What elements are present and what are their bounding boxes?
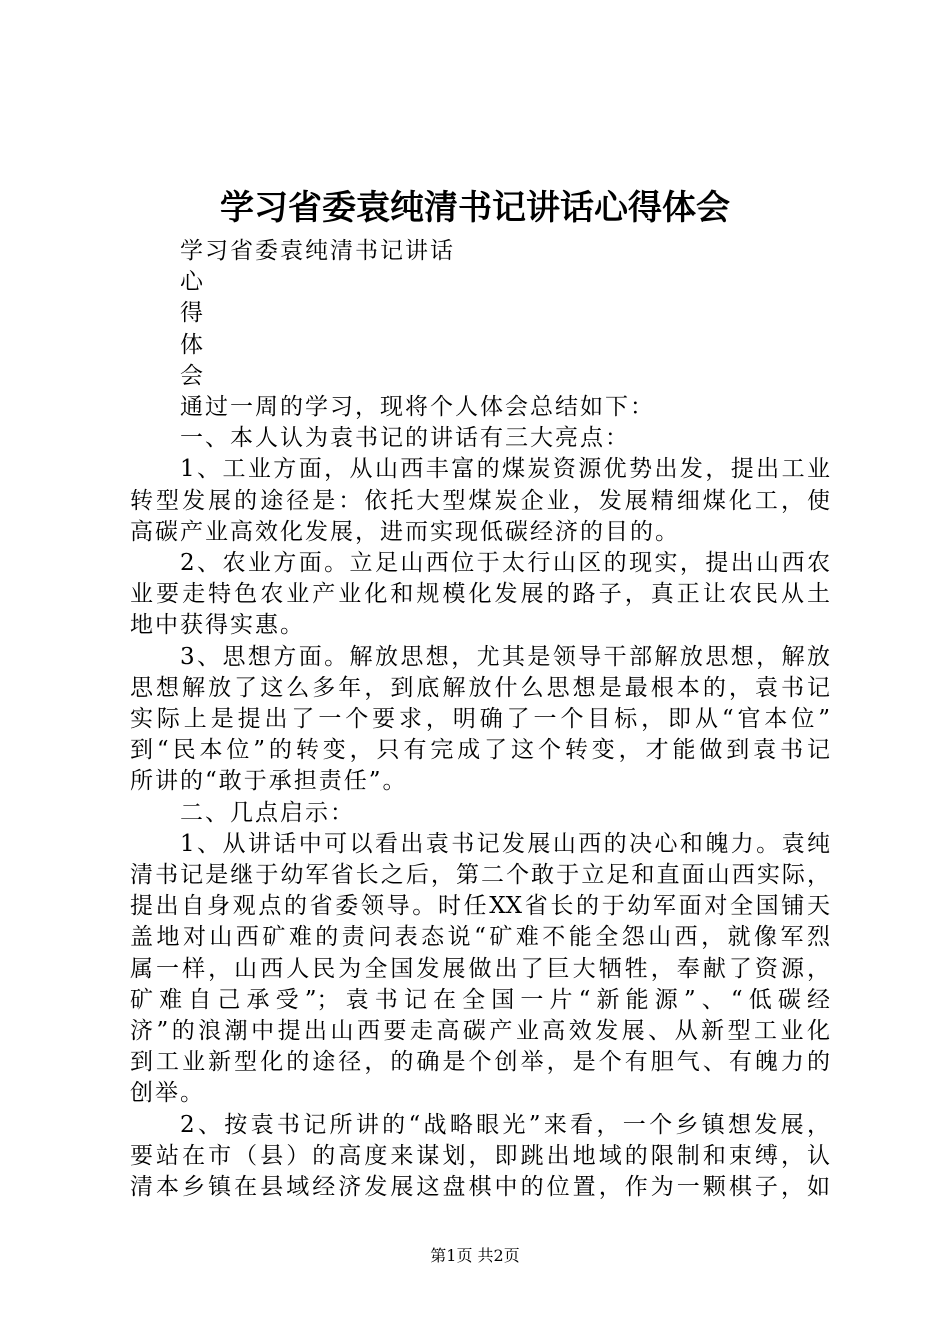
text-line: 地中获得实惠。 [130,612,305,639]
text-line: 1、工业方面，从山西丰富的煤炭资源优势出发，提出工业 [180,456,830,483]
text-line: 到工业新型化的途径，的确是个创举，是个有胆气、有魄力的 [130,1049,830,1076]
text-line: 1、从讲话中可以看出袁书记发展山西的决心和魄力。袁纯 [180,830,830,857]
text-line: 高碳产业高效化发展，进而实现低碳经济的目的。 [130,518,680,545]
text-line: 一、本人认为袁书记的讲话有三大亮点： [180,425,630,452]
text-line: 转型发展的途径是：依托大型煤炭企业，发展精细煤化工，使 [130,487,830,514]
text-line: 清本乡镇在县域经济发展这盘棋中的位置，作为一颗棋子，如 [130,1174,830,1201]
text-line: 业要走特色农业产业化和规模化发展的路子，真正让农民从土 [130,581,830,608]
text-line: 要站在市（县）的高度来谋划，即跳出地域的限制和束缚，认 [130,1142,830,1169]
text-line: 通过一周的学习，现将个人体会总结如下： [180,394,655,421]
text-line: 矿难自己承受”；袁书记在全国一片“新能源”、“低碳经 [130,986,830,1013]
text-line: 盖地对山西矿难的责问表态说“矿难不能全怨山西，就像军烈 [130,924,830,951]
text-line: 清书记是继于幼军省长之后，第二个敢于立足和直面山西实际， [130,862,830,889]
document-title: 学习省委袁纯清书记讲话心得体会 [220,188,730,228]
text-line: 2、按袁书记所讲的“战略眼光”来看，一个乡镇想发展， [180,1111,830,1138]
text-line: 创举。 [130,1080,205,1107]
text-line: 到“民本位”的转变，只有完成了这个转变，才能做到袁书记 [130,737,830,764]
text-line: 心 [180,269,205,296]
text-line: 体 [180,331,205,358]
document-body [130,236,830,1203]
text-line: 会 [180,362,205,389]
text-line: 二、几点启示： [180,799,355,826]
text-line: 得 [180,300,205,327]
text-line: 2、农业方面。立足山西位于太行山区的现实，提出山西农 [180,550,830,577]
text-line: 济”的浪潮中提出山西要走高碳产业高效发展、从新型工业化 [130,1018,830,1045]
text-line: 3、思想方面。解放思想，尤其是领导干部解放思想，解放 [180,643,830,670]
text-line: 思想解放了这么多年，到底解放什么思想是最根本的，袁书记 [130,674,830,701]
text-line: 所讲的“敢于承担责任”。 [130,768,408,795]
text-line: 提出自身观点的省委领导。时任XX省长的于幼军面对全国铺天 [130,893,830,920]
page-footer: 第1页 共2页 [430,1246,520,1265]
text-line: 学习省委袁纯清书记讲话 [180,238,455,264]
text-line: 实际上是提出了一个要求，明确了一个目标，即从“官本位” [130,706,830,733]
text-line: 属一样，山西人民为全国发展做出了巨大牺牲，奉献了资源， [130,955,830,982]
